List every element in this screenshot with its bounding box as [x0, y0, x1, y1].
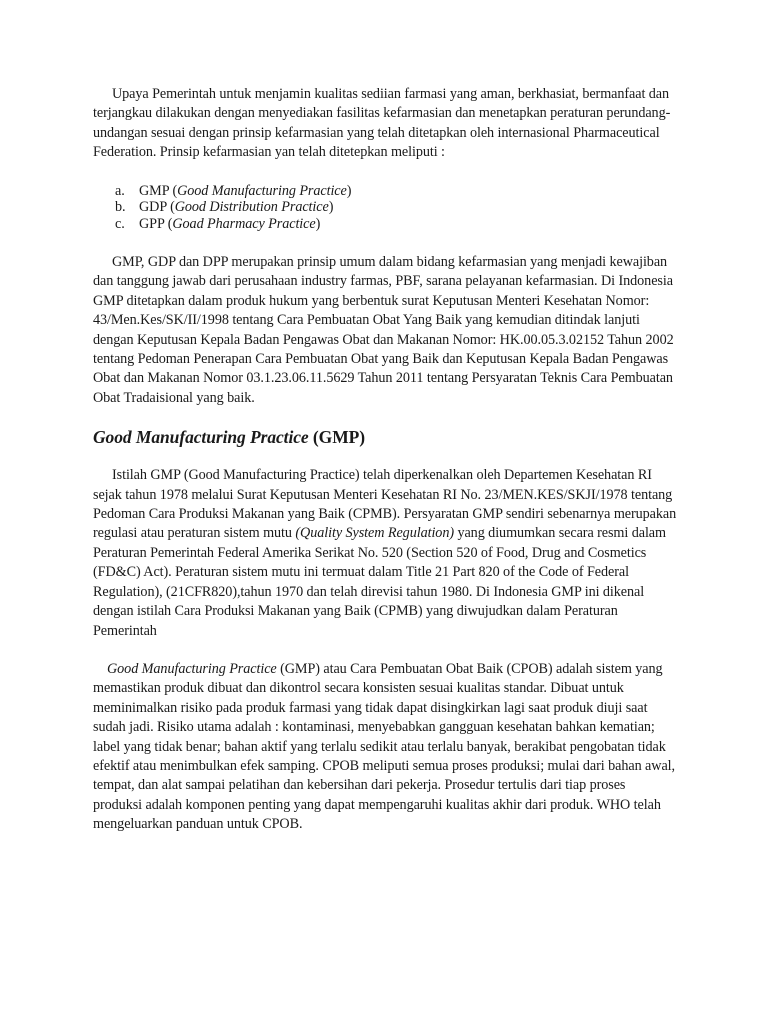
list-item: [115, 199, 677, 216]
document-page: [93, 85, 677, 835]
list-marker: b.: [115, 199, 126, 216]
regulation-paragraph: GMP, GDP dan DPP merupakan prinsip umum dalam bidang kefarmasian yang menjadi kewajiban dan tanggung jawab dari perusahaan industry farmas, PBF, sarana pelayanan kefarmasian. Di Indonesia GMP ditetapkan dalam produk hukum yang berbentuk surat Keputusan Menteri Kesehatan Nomor: 43/Men.Kes/SK/II/1998 tentang Cara Pembuatan Obat Yang Baik yang kemudian ditindak lanjuti dengan Keputusan Kepala Badan Pengawas Obat dan Makanan Nomor: HK.00.05.3.02152 Tahun 2002 tentang Pedoman Penerapan Cara Pembuatan Obat yang Baik dan Keputusan Kepala Badan Pengawas Obat dan Makanan Nomor 03.1.23.06.11.5629 Tahun 2011 tentang Persyaratan Teknis Cara Pembuatan Obat Tradaisional yang baik.: [93, 254, 674, 406]
list-marker: c.: [115, 216, 125, 233]
intro-paragraph: Upaya Pemerintah untuk menjamin kualitas sediian farmasi yang aman, berkhasiat, bermanfaat dan terjangkau dilakukan dengan menyediakan fasilitas kefarmasian dan menetapkan peraturan perundang-undangan sesuai dengan prinsip kefarmasian yang telah ditetapkan oleh internasional Pharmaceutical Federation. Prinsip kefarmasian yan telah ditetepkan meliputi :: [93, 86, 671, 161]
principles-list: [93, 183, 677, 233]
list-item-text: GMP (Good Manufacturing Practice): [139, 182, 352, 199]
section-heading: Good Manufacturing Practice (GMP): [93, 427, 365, 448]
list-item-text: GPP (Goad Pharmacy Practice): [139, 216, 321, 233]
list-marker: a.: [115, 182, 125, 199]
gmp-definition-paragraph: Good Manufacturing Practice (GMP) atau Cara Pembuatan Obat Baik (CPOB) adalah sistem yang memastikan produk dibuat dan dikontrol secara konsisten sesuai kualitas standar. Dibuat untuk meminimalkan risiko pada produk farmasi yang tidak dapat disingkirkan lagi saat produk diuji saat sudah jadi. Risiko utama adalah : kontaminasi, menyebabkan gangguan kesehatan bahkan kematian; label yang tidak benar; bahan aktif yang terlalu sedikit atau terlalu banyak, berakibat pengobatan tidak efektif atau menimbulkan efek samping. CPOB meliputi semua proses produksi; mulai dari bahan awal, tempat, dan alat sampai pelatihan dan kebersihan dari pekerja. Prosedur tertulis dari tiap proses produksi adalah komponen penting yang dapat mempengaruhi kualitas akhir dari produk. WHO telah mengeluarkan panduan untuk CPOB.: [93, 660, 675, 833]
list-item: [115, 216, 677, 233]
gmp-history-paragraph: Istilah GMP (Good Manufacturing Practice) telah diperkenalkan oleh Departemen Kesehatan RI sejak tahun 1978 melalui Surat Keputusan Menteri Kesehatan RI No. 23/MEN.KES/SKJI/1978 tentang Pedoman Cara Produksi Makanan yang Baik (CPMB). Persyaratan GMP sendiri sebenarnya merupakan regulasi atau peraturan sistem mutu (Quality System Regulation) yang diumumkan secara resmi dalam Peraturan Pemerintah Federal Amerika Serikat No. 520 (Section 520 of Food, Drug and Cosmetics (FD&C) Act). Peraturan sistem mutu ini termuat dalam Title 21 Part 820 of the Code of Federal Regulation), (21CFR820),tahun 1970 dan telah direvisi tahun 1980. Di Indonesia GMP ini dikenal dengan istilah Cara Produksi Makanan yang Baik (CPMB) yang diwujudkan dalam Peraturan Pemerintah: [93, 467, 677, 639]
list-item: [115, 183, 677, 200]
list-item-text: GDP (Good Distribution Practice): [139, 199, 334, 216]
